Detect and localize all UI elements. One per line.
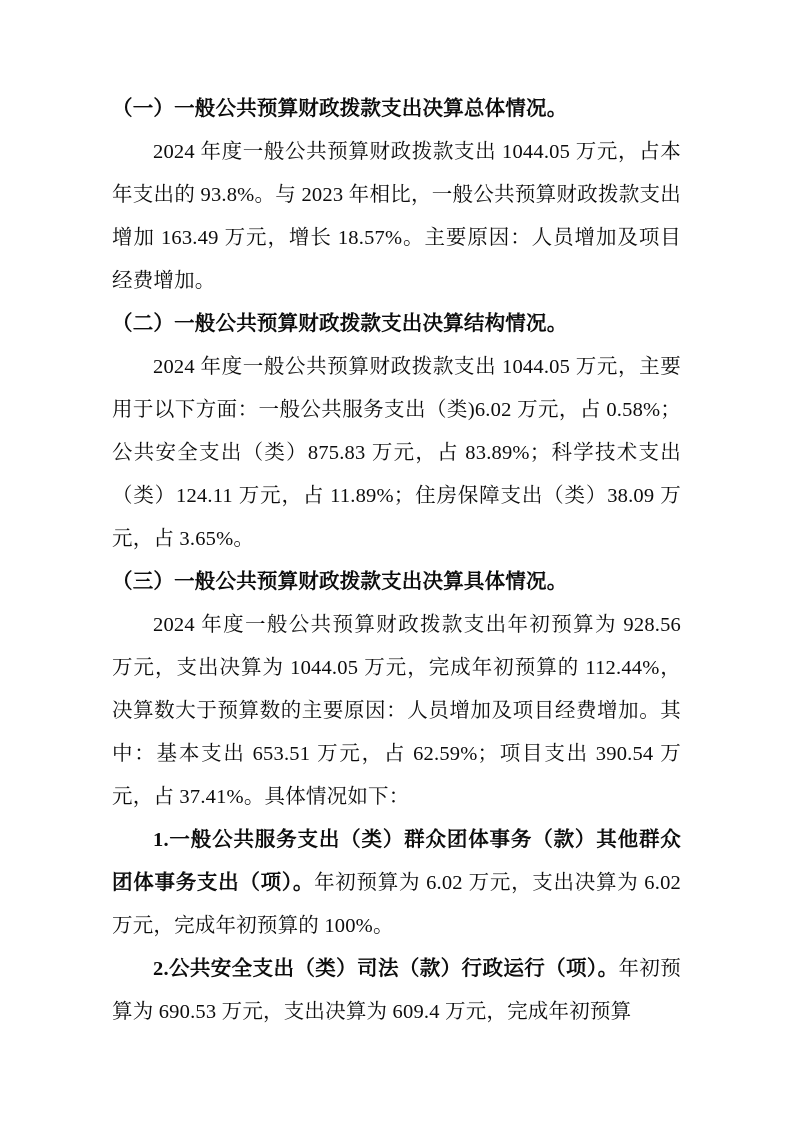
section-heading-2 <box>112 303 681 346</box>
section-heading-1 <box>112 88 681 131</box>
item-detail: 年初预算为 6.02 万元，支出决算为 6.02 万元，完成年初预算的 100%。 <box>112 872 681 937</box>
paragraph-text: 2024 年度一般公共预算财政拨款支出 1044.05 万元，占本年支出的 93.8%。与 2023 年相比，一般公共预算财政拨款支出增加 163.49 万元，增长 18.57%。主要原因：人员增加及项目经费增加。 <box>112 141 681 292</box>
paragraph-overall-expenditure <box>112 131 681 303</box>
paragraph-item-2-public-security <box>112 948 681 1034</box>
document-body <box>112 88 681 1034</box>
heading-text: （一）一般公共预算财政拨款支出决算总体情况。 <box>112 98 568 120</box>
paragraph-text: 2024 年度一般公共预算财政拨款支出年初预算为 928.56 万元，支出决算为 1044.05 万元，完成年初预算的 112.44%，决算数大于预算数的主要原因：人员增加及项目经费增加。其中：基本支出 653.51 万元，占 62.59%；项目支出 390.54 万元，占 37.41%。具体情况如下： <box>112 614 681 808</box>
heading-text: （二）一般公共预算财政拨款支出决算结构情况。 <box>112 313 568 335</box>
paragraph-text: 2024 年度一般公共预算财政拨款支出 1044.05 万元，主要用于以下方面：一般公共服务支出（类)6.02 万元，占 0.58%；公共安全支出（类）875.83 万元，占 83.89%；科学技术支出（类）124.11 万元，占 11.89%；住房保障支出（类）38.09 万元，占 3.65%。 <box>112 356 681 550</box>
paragraph-structure-breakdown <box>112 346 681 561</box>
section-heading-3 <box>112 561 681 604</box>
paragraph-item-1-general-public-service <box>112 819 681 948</box>
item-label: 2.公共安全支出（类）司法（款）行政运行（项）。 <box>153 958 619 980</box>
item-label: 1.一般公共服务支出（类）群众团体事务（款）其他群众团体事务支出（项）。 <box>112 829 681 894</box>
paragraph-detailed-expenditure <box>112 604 681 819</box>
heading-text: （三）一般公共预算财政拨款支出决算具体情况。 <box>112 571 568 593</box>
item-detail: 年初预算为 690.53 万元，支出决算为 609.4 万元，完成年初预算 <box>112 958 681 1023</box>
